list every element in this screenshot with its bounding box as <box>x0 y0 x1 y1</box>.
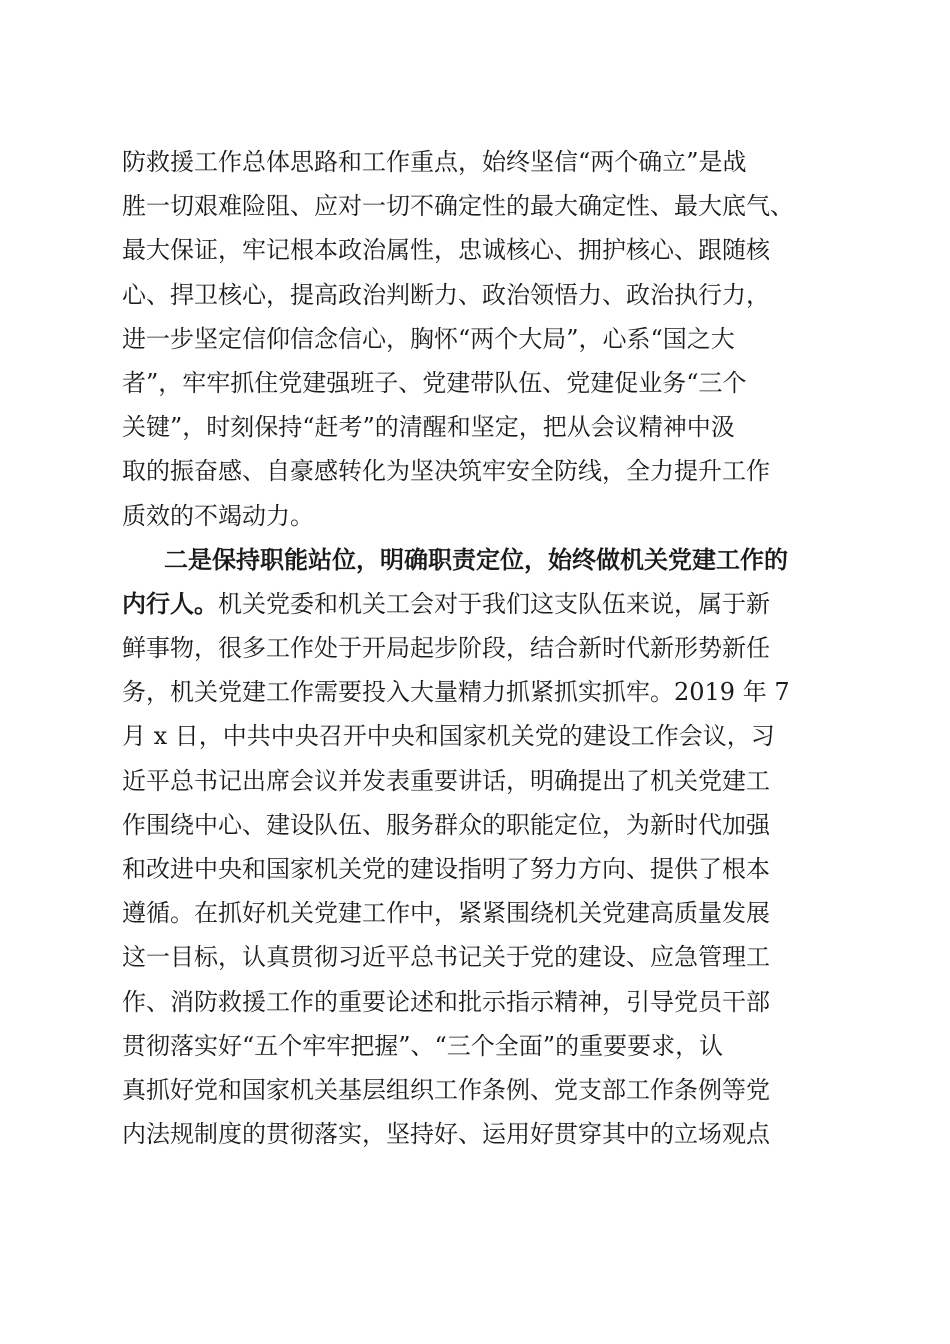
text-line: 和改进中央和国家机关党的建设指明了努力方向、提供了根本 <box>122 855 770 883</box>
text-line: 月 x 日，中共中央召开中央和国家机关党的建设工作会议，习 <box>122 722 775 751</box>
text-line: 质效的不竭动力。 <box>122 501 314 530</box>
text-line: 务，机关党建工作需要投入大量精力抓紧抓实抓牢。2019 年 7 <box>122 678 790 707</box>
text-line: 这一目标，认真贯彻习近平总书记关于党的建设、应急管理工 <box>122 943 770 972</box>
text-line: 关键”，时刻保持“赶考”的清醒和坚定，把从会议精神中汲 <box>122 413 735 442</box>
section-heading-tail: 内行人。 <box>122 588 218 618</box>
text-line: 真抓好党和国家机关基层组织工作条例、党支部工作条例等党 <box>122 1075 770 1104</box>
text-line: 作围绕中心、建设队伍、服务群众的职能定位，为新时代加强 <box>122 810 770 839</box>
text-line: 防救援工作总体思路和工作重点，始终坚信“两个确立”是战 <box>122 148 747 176</box>
text-line: 内法规制度的贯彻落实，坚持好、运用好贯穿其中的立场观点 <box>122 1120 770 1149</box>
text-line: 贯彻落实好“五个牢牢把握”、“三个全面”的重要要求，认 <box>122 1031 724 1060</box>
text-line: 胜一切艰难险阻、应对一切不确定性的最大确定性、最大底气、 <box>122 192 794 221</box>
text-line: 心、捍卫核心，提高政治判断力、政治领悟力、政治执行力， <box>122 280 770 309</box>
text-line: 作、消防救援工作的重要论述和批示指示精神，引导党员干部 <box>122 987 770 1016</box>
text-line: 最大保证，牢记根本政治属性，忠诚核心、拥护核心、跟随核 <box>122 236 770 265</box>
text-line: 近平总书记出席会议并发表重要讲话，明确提出了机关党建工 <box>122 766 770 795</box>
text-line <box>122 582 832 626</box>
body-text <box>122 140 832 1156</box>
section-heading-line: 二是保持职能站位，明确职责定位，始终做机关党建工作的 <box>164 544 788 574</box>
text-line: 者”，牢牢抓住党建强班子、党建带队伍、党建促业务“三个 <box>122 368 747 397</box>
text-line: 鲜事物，很多工作处于开局起步阶段，结合新时代新形势新任 <box>122 634 770 663</box>
text-line: 取的振奋感、自豪感转化为坚决筑牢安全防线，全力提升工作 <box>122 457 770 486</box>
text-line: 进一步坚定信仰信念信心，胸怀“两个大局”，心系“国之大 <box>122 324 735 353</box>
text-line: 遵循。在抓好机关党建工作中，紧紧围绕机关党建高质量发展 <box>122 899 770 928</box>
text-segment: 机关党委和机关工会对于我们这支队伍来说，属于新 <box>218 589 770 618</box>
